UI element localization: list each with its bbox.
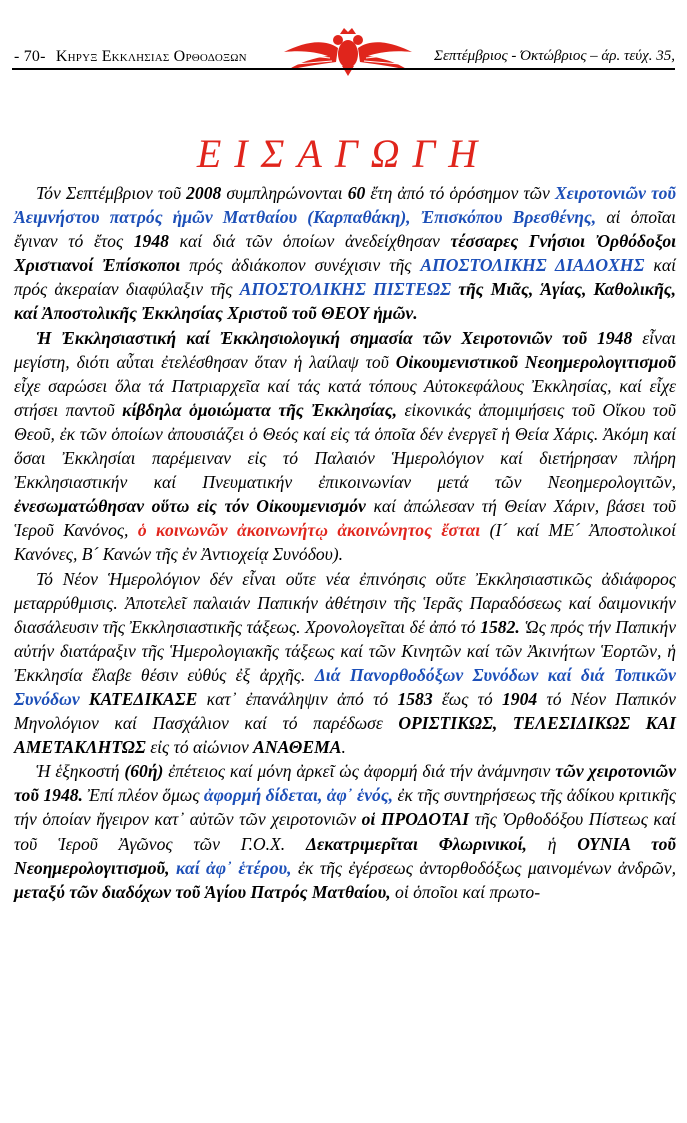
highlight-blue-run: ΑΠΟΣΤΟΛΙΚΗΣ ΠΙΣΤΕΩΣ [239, 279, 451, 300]
highlight-red-run: ὁ κοινωνῶν ἀκοινωνήτῳ ἀκοινώνητος ἔσται [137, 520, 481, 541]
text-run: καί πρός ἀκεραίαν διαφύλαξιν τῆς [14, 255, 676, 300]
bold-run: τέσσαρες Γνήσιοι Ὀρθόδοξοι Χριστιανοί Ἐπίσκοποι [14, 231, 677, 276]
bold-run: κίβδηλα ὁμοιώματα τῆς Ἐκκλησίας, [122, 399, 398, 420]
bold-run: Οἰκουμενιστικοῦ Νεοημερολογιτισμοῦ [395, 351, 677, 372]
bold-run: ΟΡΙΣΤΙΚΩΣ, ΤΕΛΕΣΙΔΙΚΩΣ ΚΑΙ ΑΜΕΤΑΚΛΗΤΩΣ [14, 713, 676, 758]
text-run: συμπληρώνονται [221, 183, 348, 203]
text-run: τό Νέον Παπικόν Μηνολόγιον καί Πασχάλιον καί τό παρέδωσε [14, 688, 676, 734]
bold-run: 1582. [480, 616, 520, 637]
text-run: ἐκ τῆς ἐγέρσεως ἀντορθοδόξως μαινομένων ἀνδρῶν, [291, 857, 676, 878]
highlight-blue-run: Χειροτονιῶν τοῦ Ἀειμνήστου πατρός ἡμῶν Ματθαίου (Καρπαθάκη), Ἐπισκόπου Βρεσθένης, [14, 183, 676, 228]
bold-run: τῶν χειροτονιῶν τοῦ 1948. [14, 761, 677, 806]
bold-run: ΚΑΤΕΔΙΚΑΣΕ [88, 688, 198, 709]
text-run [80, 689, 89, 709]
paragraph [14, 181, 676, 326]
header-left [14, 48, 247, 66]
highlight-blue-run: Διά Πανορθοδόξων Συνόδων καί διά Τοπικῶν Συνόδων [14, 664, 676, 709]
text-run: εἶχε σαρώσει ὅλα τά Πατριαρχεῖα καί τάς κατά τόπους Αὐτοκεφάλους Ἐκκλησίας, καί εἶχε στήσει παντοῦ [14, 375, 676, 420]
text-run: ἐκ τῆς συντηρήσεως τῆς ἀδίκου κριτικῆς τήν ὁποίαν ἤγειρον κατ᾽ αὐτῶν τῶν χειροτονιῶν [14, 785, 677, 830]
journal-name: Κηρυξ Εκκλησιας Ορθοδοξων [55, 48, 247, 65]
text-run: καί διά τῶν ὁποίων ἀνεδείχθησαν [168, 231, 451, 252]
bold-run: 1904 [501, 688, 538, 709]
text-run: Τόν Σεπτέμβριον τοῦ [36, 183, 187, 203]
text-run: καί ἀπώλεσαν τή Θείαν Χάριν, βάσει τοῦ Ἱεροῦ Κανόνος, [14, 496, 676, 541]
bold-run: ΟΥΝΙΑ τοῦ Νεοημερολογιτισμοῦ, [14, 833, 676, 878]
text-run: Ἐπί πλέον ὅμως [82, 785, 204, 806]
text-run: ἔτη ἀπό τό ὁρόσημον τῶν [365, 183, 555, 203]
bold-run: οἱ ΠΡΟΔΟΤΑΙ [361, 809, 470, 830]
bold-run: τῆς Μιᾶς, Ἁγίας, Καθολικῆς, καί Ἀποστολικῆς Ἐκκλησίας Χριστοῦ τοῦ ΘΕΟΥ ἡμῶν. [14, 279, 676, 324]
text-run: Ἡ ἑξηκοστή [36, 761, 125, 782]
text-run: οἱ ὁποῖοι καί πρωτο- [390, 881, 541, 902]
bold-run: 2008 [186, 183, 222, 203]
bold-run: μεταξύ τῶν διαδόχων τοῦ Ἁγίου Πατρός Ματθαίου, [14, 881, 391, 902]
paragraph [14, 326, 676, 567]
bold-run: 1583 [397, 688, 433, 709]
page-header [12, 28, 675, 68]
highlight-blue-run: ἀφορμή δίδεται, ἀφ᾽ ἑνός, [203, 785, 394, 806]
bold-run: 60 [347, 183, 366, 203]
issue-info: Σεπτέμβριος - Όκτώβριος – άρ. τεύχ. 35, [434, 48, 675, 64]
text-run: αἱ ὁποῖαι ἔγιναν τό ἔτος [14, 207, 677, 252]
text-run: ἡ [526, 833, 578, 854]
text-run: ἐπέτειος καί μόνη ἀρκεῖ ὡς ἀφορμή διά τήν ἀνάμνησιν [163, 761, 556, 782]
highlight-blue-run: καί ἀφ᾽ ἑτέρου, [175, 857, 292, 878]
text-run: (Ι´ καί ΜΕ´ Ἀποστολικοί Κανόνες, Β´ Κανών τῆς ἐν Ἀντιοχείᾳ Συνόδου). [14, 520, 676, 565]
bold-run: ἐνεσωματώθησαν οὕτω εἰς τόν Οἰκουμενισμόν [14, 496, 366, 517]
text-run: πρός ἀδιάκοπον συνέχισιν τῆς [180, 255, 421, 276]
header-rule [12, 68, 675, 70]
text-run: . [341, 737, 346, 758]
paragraph [14, 567, 676, 760]
bold-run: Δεκατριμερῖται Φλωρινικοί, [306, 833, 527, 854]
text-run: ἕως τό [432, 688, 502, 709]
text-run: Τό Νέον Ἡμερολόγιον δέν εἶναι οὔτε νέα ἐπινόησις οὔτε Ἐκκλησιαστικῶς ἀδιάφορος μεταρρύθμισις. Ἀποτελεῖ παλαιάν Παπικήν ἀθέτησιν τῆς Ἱερᾶς Παραδόσεως καί δαιμονικήν διασάλευσιν τῆς Ἐκκλησιαστικῆς τάξεως. Χρονολογεῖται δέ ἀπό τό [14, 568, 676, 637]
page-title: ΕΙΣΑΓΩΓΗ [196, 131, 491, 176]
text-run: εἰκονικάς ἀπομιμήσεις τοῦ Οἴκου τοῦ Θεοῦ, ἐκ τῶν ὁποίων ἀπουσιάζει ὁ Θεός καί εἰς τά ὁποῖα δέν ἐνεργεῖ ἡ Θεία Χάρις. Ἀκόμη καί ὅσαι Ἐκκλησίαι παρέμειναν εἰς τό Παλαιόν Ἡμερολόγιον καί διετήρησαν πλήρη Ἐκκλησιαστικήν καί Πνευματικήν ἐπικοινωνίαν μετά τῶν Νεοημερολογιτῶν, [14, 399, 676, 493]
paragraph [14, 759, 676, 904]
text-run: τῆς Ὀρθοδόξου Πίστεως καί τοῦ Ἱεροῦ Ἀγῶνος τῶν Γ.Ο.Χ. [14, 809, 676, 854]
bold-run: 1948 [133, 231, 169, 252]
bold-run: Ἡ Ἐκκλησιαστική καί Ἐκκλησιολογική σημασία τῶν Χειροτονιῶν τοῦ 1948 [36, 327, 633, 348]
page-number: - 70- [14, 48, 46, 65]
text-run: εἶναι μεγίστη, διότι αὗται ἐτελέσθησαν ὅταν ἡ λαίλαψ τοῦ [14, 327, 676, 372]
highlight-blue-run: ΑΠΟΣΤΟΛΙΚΗΣ ΔΙΑΔΟΧΗΣ [420, 255, 645, 276]
article-body [14, 181, 676, 904]
text-run: Ὡς πρός τήν Παπικήν αὐτήν διατάραξιν τῆς Ἡμερολογιακῆς τάξεως καί τῶν Κινητῶν καί τῶν Ἀκινήτων Ἑορτῶν, ἡ Ἐκκλησία ἔλαβε θέσιν εὐθύς ἐξ ἀρχῆς. [14, 616, 677, 685]
bold-run: (60ή) [124, 761, 164, 782]
bold-run: ΑΝΑΘΕΜΑ [253, 737, 342, 758]
text-run: εἰς τό αἰώνιον [145, 737, 254, 758]
text-run: κατ᾽ ἐπανάληψιν ἀπό τό [197, 688, 398, 709]
